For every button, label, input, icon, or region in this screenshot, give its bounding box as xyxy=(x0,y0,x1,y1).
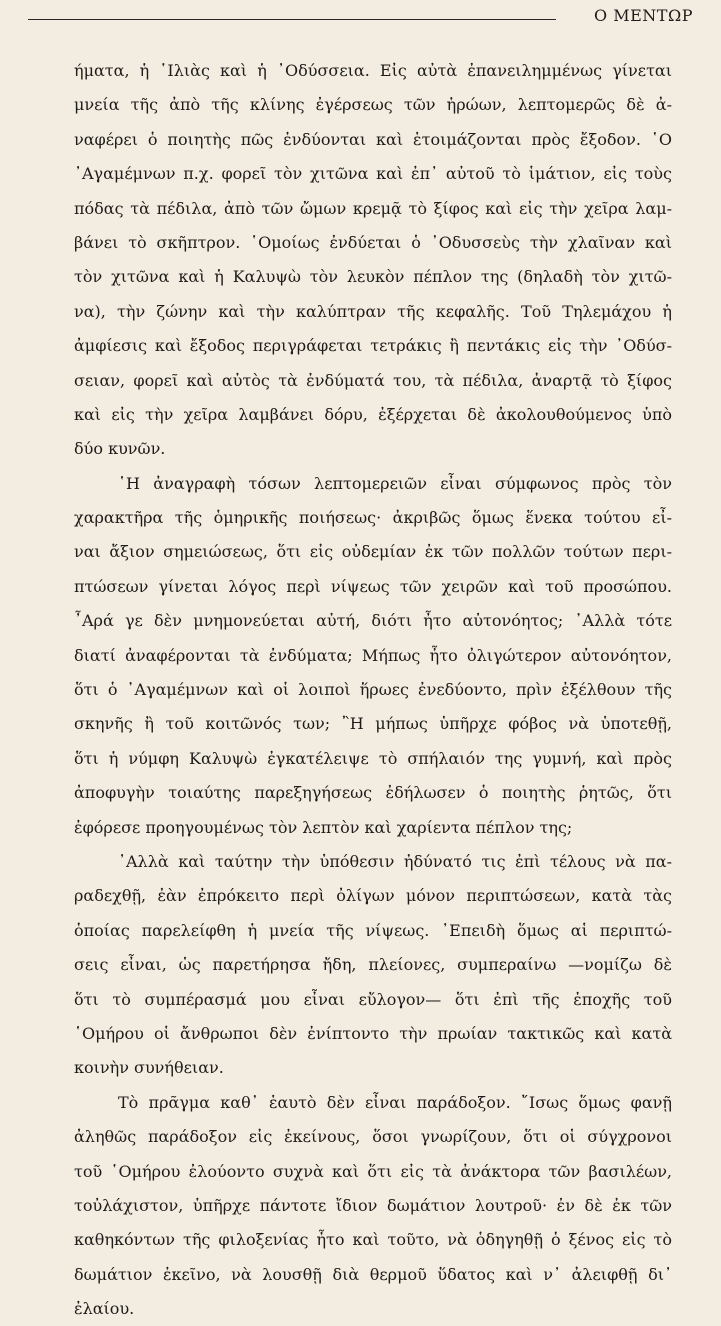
text-line: ἐλαίου. xyxy=(74,1299,135,1319)
text-line: πόδας τὰ πέδιλα, ἀπὸ τῶν ὤμων κρεμᾷ τὸ ξίφος καὶ εἰς τὴν χεῖρα λαμ- xyxy=(74,198,672,218)
text-line: δύο κυνῶν. xyxy=(74,439,166,459)
text-line: δωμάτιον ἐκεῖνο, νὰ λουσθῇ διὰ θερμοῦ ὕδατος καὶ ν᾿ ἀλειφθῇ δι᾿ xyxy=(74,1264,672,1284)
text-line: πτώσεων γίνεται λόγος περὶ νίψεως τῶν χειρῶν καὶ τοῦ προσώπου. xyxy=(74,576,672,596)
text-line: ὅτι τὸ συμπέρασμά μου εἶναι εὔλογον— ὅτι ἐπὶ τῆς ἐποχῆς τοῦ xyxy=(74,989,672,1009)
text-line: σεις εἶναι, ὡς παρετήρησα ἤδη, πλείονες, συμπεραίνω —νομίζω δὲ xyxy=(74,955,672,975)
paragraph xyxy=(74,467,672,845)
text-line: ᾿Αλλὰ καὶ ταύτην τὴν ὑπόθεσιν ἠδύνατό τις ἐπὶ τέλους νὰ πα- xyxy=(118,851,672,871)
text-line: ᾿Αγαμέμνων π.χ. φορεῖ τὸν χιτῶνα καὶ ἐπ᾿ αὐτοῦ τὸ ἱμάτιον, εἰς τοὺς xyxy=(74,164,672,184)
paragraph xyxy=(74,54,672,467)
text-line: διατί ἀναφέρονται τὰ ἐνδύματα; Μήπως ἦτο ὀλιγώτερον αὐτονόητον, xyxy=(74,645,672,665)
text-line: ἀμφίεσις καὶ ἔξοδος περιγράφεται τετράκις ἢ πεντάκις εἰς τὴν ᾿Οδύσ- xyxy=(74,336,672,356)
header-rule xyxy=(28,19,556,20)
text-line: καὶ εἰς τὴν χεῖρα λαμβάνει δόρυ, ἐξέρχεται δὲ ἀκολουθούμενος ὑπὸ xyxy=(74,404,672,424)
text-line: ὁποίας παρελείφθη ἡ μνεία τῆς νίψεως. ᾿Επειδὴ ὅμως αἱ περιπτώ- xyxy=(74,920,672,940)
text-line: ναφέρει ὁ ποιητὴς πῶς ἐνδύονται καὶ ἑτοιμάζονται πρὸς ἔξοδον. ῾Ο xyxy=(74,129,672,149)
text-line: ἀποφυγὴν τοιαύτης παρεξηγήσεως ἐδήλωσεν ὁ ποιητὴς ῥητῶς, ὅτι xyxy=(74,783,672,803)
text-line: τοὐλάχιστον, ὑπῆρχε πάντοτε ἴδιον δωμάτιον λουτροῦ· ἐν δὲ ἐκ τῶν xyxy=(74,1195,672,1215)
text-line: σκηνῆς ἢ τοῦ κοιτῶνός των; ῍Η μήπως ὑπῆρχε φόβος νὰ ὑποτεθῇ, xyxy=(74,714,672,734)
body-text xyxy=(74,54,672,1326)
text-line: ναι ἄξιον σημειώσεως, ὅτι εἰς οὐδεμίαν ἐκ τῶν πολλῶν τούτων περι- xyxy=(74,542,672,562)
text-line: ραδεχθῇ, ἐὰν ἐπρόκειτο περὶ ὀλίγων μόνον περιπτώσεων, κατὰ τὰς xyxy=(74,886,672,906)
text-line: να), τὴν ζώνην καὶ τὴν καλύπτραν τῆς κεφαλῆς. Τοῦ Τηλεμάχου ἡ xyxy=(74,301,672,321)
text-line: ὅτι ἡ νύμφη Καλυψὼ ἐγκατέλειψε τὸ σπήλαιόν της γυμνή, καὶ πρὸς xyxy=(74,748,672,768)
text-line: τοῦ ῾Ομήρου ἐλούοντο συχνὰ καὶ ὅτι εἰς τὰ ἀνάκτορα τῶν βασιλέων, xyxy=(74,1161,672,1181)
text-line: καθηκόντων τῆς φιλοξενίας ἦτο καὶ τοῦτο, νὰ ὁδηγηθῇ ὁ ξένος εἰς τὸ xyxy=(74,1230,672,1250)
text-line: ὅτι ὁ ᾿Αγαμέμνων καὶ οἱ λοιποὶ ἥρωες ἐνεδύοντο, πρὶν ἐξέλθουν τῆς xyxy=(74,680,672,700)
text-line: τὸν χιτῶνα καὶ ἡ Καλυψὼ τὸν λευκὸν πέπλον της (δηλαδὴ τὸν χιτῶ- xyxy=(74,267,672,287)
running-head: Ο ΜΕΝΤΩΡ xyxy=(594,6,693,25)
text-line: ῾Ομήρου οἱ ἄνθρωποι δὲν ἐνίπτοντο τὴν πρωίαν τακτικῶς καὶ κατὰ xyxy=(74,1023,672,1043)
text-line: ῾Η ἀναγραφὴ τόσων λεπτομερειῶν εἶναι σύμφωνος πρὸς τὸν xyxy=(118,473,672,493)
text-line: ῏Αρά γε δὲν μνημονεύεται αὐτή, διότι ἦτο αὐτονόητος; ᾿Αλλὰ τότε xyxy=(74,611,672,631)
text-line: ἀληθῶς παράδοξον εἰς ἐκείνους, ὅσοι γνωρίζουν, ὅτι οἱ σύγχρονοι xyxy=(74,1127,672,1147)
text-line: μνεία τῆς ἀπὸ τῆς κλίνης ἐγέρσεως τῶν ἡρώων, λεπτομερῶς δὲ ἀ- xyxy=(74,95,672,115)
text-line: κοινὴν συνήθειαν. xyxy=(74,1058,224,1078)
text-line: Τὸ πρᾶγμα καθ᾿ ἑαυτὸ δὲν εἶναι παράδοξον. ῎Ισως ὅμως φανῇ xyxy=(118,1092,672,1112)
text-line: ήματα, ἡ ῾Ιλιὰς καὶ ἡ ᾿Οδύσσεια. Εἰς αὐτὰ ἐπανειλημμένως γίνεται xyxy=(74,61,672,80)
text-line: ἐφόρεσε προηγουμένως τὸν λεπτὸν καὶ χαρίεντα πέπλον της; xyxy=(74,817,573,837)
text-line: σειαν, φορεῖ καὶ αὐτὸς τὰ ἐνδύματά του, τὰ πέδιλα, ἀναρτᾷ τὸ ξίφος xyxy=(74,370,672,390)
text-line: χαρακτῆρα τῆς ὁμηρικῆς ποιήσεως· ἀκριβῶς ὅμως ἕνεκα τούτου εἶ- xyxy=(74,508,672,528)
paragraph xyxy=(74,845,672,1086)
paragraph xyxy=(74,1086,672,1326)
text-line: βάνει τὸ σκῆπτρον. ῾Ομοίως ἐνδύεται ὁ ᾿Οδυσσεὺς τὴν χλαῖναν καὶ xyxy=(74,232,672,252)
